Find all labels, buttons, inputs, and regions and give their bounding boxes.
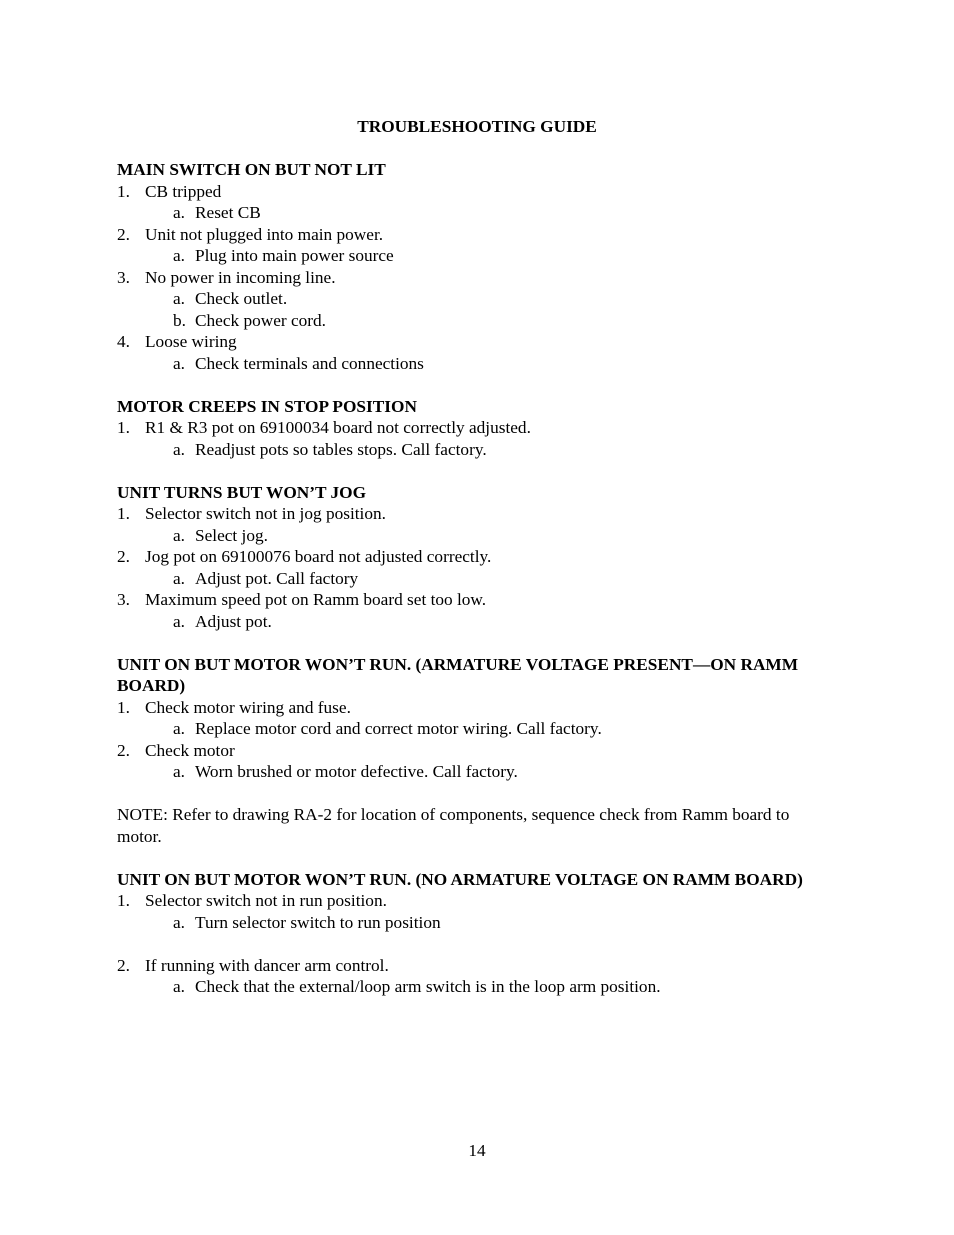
sub-item <box>117 525 837 547</box>
sub-item-text: Reset CB <box>195 203 261 222</box>
item-number: 1. <box>117 697 130 717</box>
item-text: Loose wiring <box>145 332 237 351</box>
page-title: TROUBLESHOOTING GUIDE <box>357 117 597 136</box>
item-number: 3. <box>117 590 130 609</box>
sub-item-letter: a. <box>173 977 185 996</box>
sub-item-text: Check outlet. <box>195 289 288 308</box>
sub-item <box>117 202 837 224</box>
sub-item-letter: a. <box>173 568 185 588</box>
list-item <box>117 740 837 762</box>
item-number: 4. <box>117 332 130 351</box>
sections-container <box>117 159 837 804</box>
section-heading: UNIT ON BUT MOTOR WON’T RUN. (ARMATURE VOLTAGE PRESENT—ON RAMM BOARD) <box>117 654 799 695</box>
sub-item-text: Select jog. <box>195 525 268 545</box>
sub-item-text: Adjust pot. Call factory <box>195 568 359 588</box>
section-heading: MOTOR CREEPS IN STOP POSITION <box>117 396 417 416</box>
section-heading: UNIT ON BUT MOTOR WON’T RUN. (NO ARMATURE VOLTAGE ON RAMM BOARD) <box>117 869 803 889</box>
section-heading: UNIT TURNS BUT WON’T JOG <box>117 482 367 502</box>
sub-item <box>117 310 837 332</box>
sub-item-text: Check that the external/loop arm switch is in the loop arm position. <box>195 977 661 996</box>
sub-item <box>117 761 837 783</box>
list-item <box>117 331 837 353</box>
list-item <box>117 503 837 525</box>
item-text: Unit not plugged into main power. <box>145 224 384 244</box>
item-text: Jog pot on 69100076 board not adjusted correctly. <box>145 547 492 566</box>
item-number: 2. <box>117 547 130 566</box>
sub-item-letter: a. <box>173 762 185 781</box>
spacer <box>117 632 837 654</box>
item-text: Selector switch not in run position. <box>145 891 387 910</box>
spacer <box>117 847 837 869</box>
document-page <box>117 116 837 998</box>
sub-item-letter: a. <box>173 719 185 738</box>
spacer <box>117 460 837 482</box>
sub-item-text: Worn brushed or motor defective. Call factory. <box>195 762 518 781</box>
sub-item <box>117 439 837 461</box>
item-text: R1 & R3 pot on 69100034 board not correctly adjusted. <box>145 418 531 437</box>
item-number: 3. <box>117 267 130 287</box>
list-item <box>117 181 837 203</box>
section <box>117 396 837 482</box>
item-number: 1. <box>117 181 130 201</box>
sub-item-letter: a. <box>173 611 185 631</box>
sub-item <box>117 611 837 633</box>
item-text: Check motor <box>145 740 235 760</box>
sub-item-text: Plug into main power source <box>195 246 394 265</box>
item-text: Maximum speed pot on Ramm board set too low. <box>145 590 487 609</box>
sub-item-letter: a. <box>173 439 185 459</box>
section-heading: MAIN SWITCH ON BUT NOT LIT <box>117 160 386 179</box>
sub-item-letter: a. <box>173 525 185 545</box>
list-item <box>117 589 837 611</box>
sub-item-letter: a. <box>173 289 185 308</box>
sub-item <box>117 912 837 934</box>
item-number: 1. <box>117 504 130 523</box>
sub-item <box>117 245 837 267</box>
list-item <box>117 546 837 568</box>
spacer <box>117 933 837 955</box>
item-text: Selector switch not in jog position. <box>145 504 386 523</box>
sub-item-text: Check power cord. <box>195 310 327 330</box>
list-item <box>117 267 837 289</box>
sub-item-text: Readjust pots so tables stops. Call factory. <box>195 439 487 459</box>
section-no-armature <box>117 869 837 998</box>
sub-item-letter: a. <box>173 912 185 932</box>
item-number: 1. <box>117 891 130 910</box>
sub-item-letter: a. <box>173 353 185 373</box>
sub-item-text: Replace motor cord and correct motor wiring. Call factory. <box>195 719 602 738</box>
sub-item-letter: a. <box>173 203 185 222</box>
item-text: Check motor wiring and fuse. <box>145 697 351 717</box>
spacer <box>117 783 837 805</box>
sub-item-text: Check terminals and connections <box>195 353 424 373</box>
list-item <box>117 417 837 439</box>
section <box>117 159 837 396</box>
sub-item <box>117 353 837 375</box>
item-number: 2. <box>117 740 130 760</box>
sub-item <box>117 718 837 740</box>
note-paragraph: NOTE: Refer to drawing RA-2 for location of components, sequence check from Ramm board to motor. <box>117 805 790 846</box>
list-item <box>117 955 837 977</box>
sub-item-text: Turn selector switch to run position <box>195 912 441 932</box>
item-number: 2. <box>117 955 130 975</box>
list-item <box>117 697 837 719</box>
section <box>117 654 837 805</box>
spacer <box>117 374 837 396</box>
sub-item <box>117 568 837 590</box>
section <box>117 482 837 654</box>
sub-item <box>117 976 837 998</box>
sub-item <box>117 288 837 310</box>
item-text: If running with dancer arm control. <box>145 955 389 975</box>
item-text: CB tripped <box>145 181 222 201</box>
sub-item-letter: a. <box>173 246 185 265</box>
item-text: No power in incoming line. <box>145 267 336 287</box>
sub-item-letter: b. <box>173 310 186 330</box>
item-number: 2. <box>117 224 130 244</box>
list-item <box>117 890 837 912</box>
sub-item-text: Adjust pot. <box>195 611 272 631</box>
item-number: 1. <box>117 418 130 437</box>
page-number: 14 <box>468 1141 486 1160</box>
list-item <box>117 224 837 246</box>
